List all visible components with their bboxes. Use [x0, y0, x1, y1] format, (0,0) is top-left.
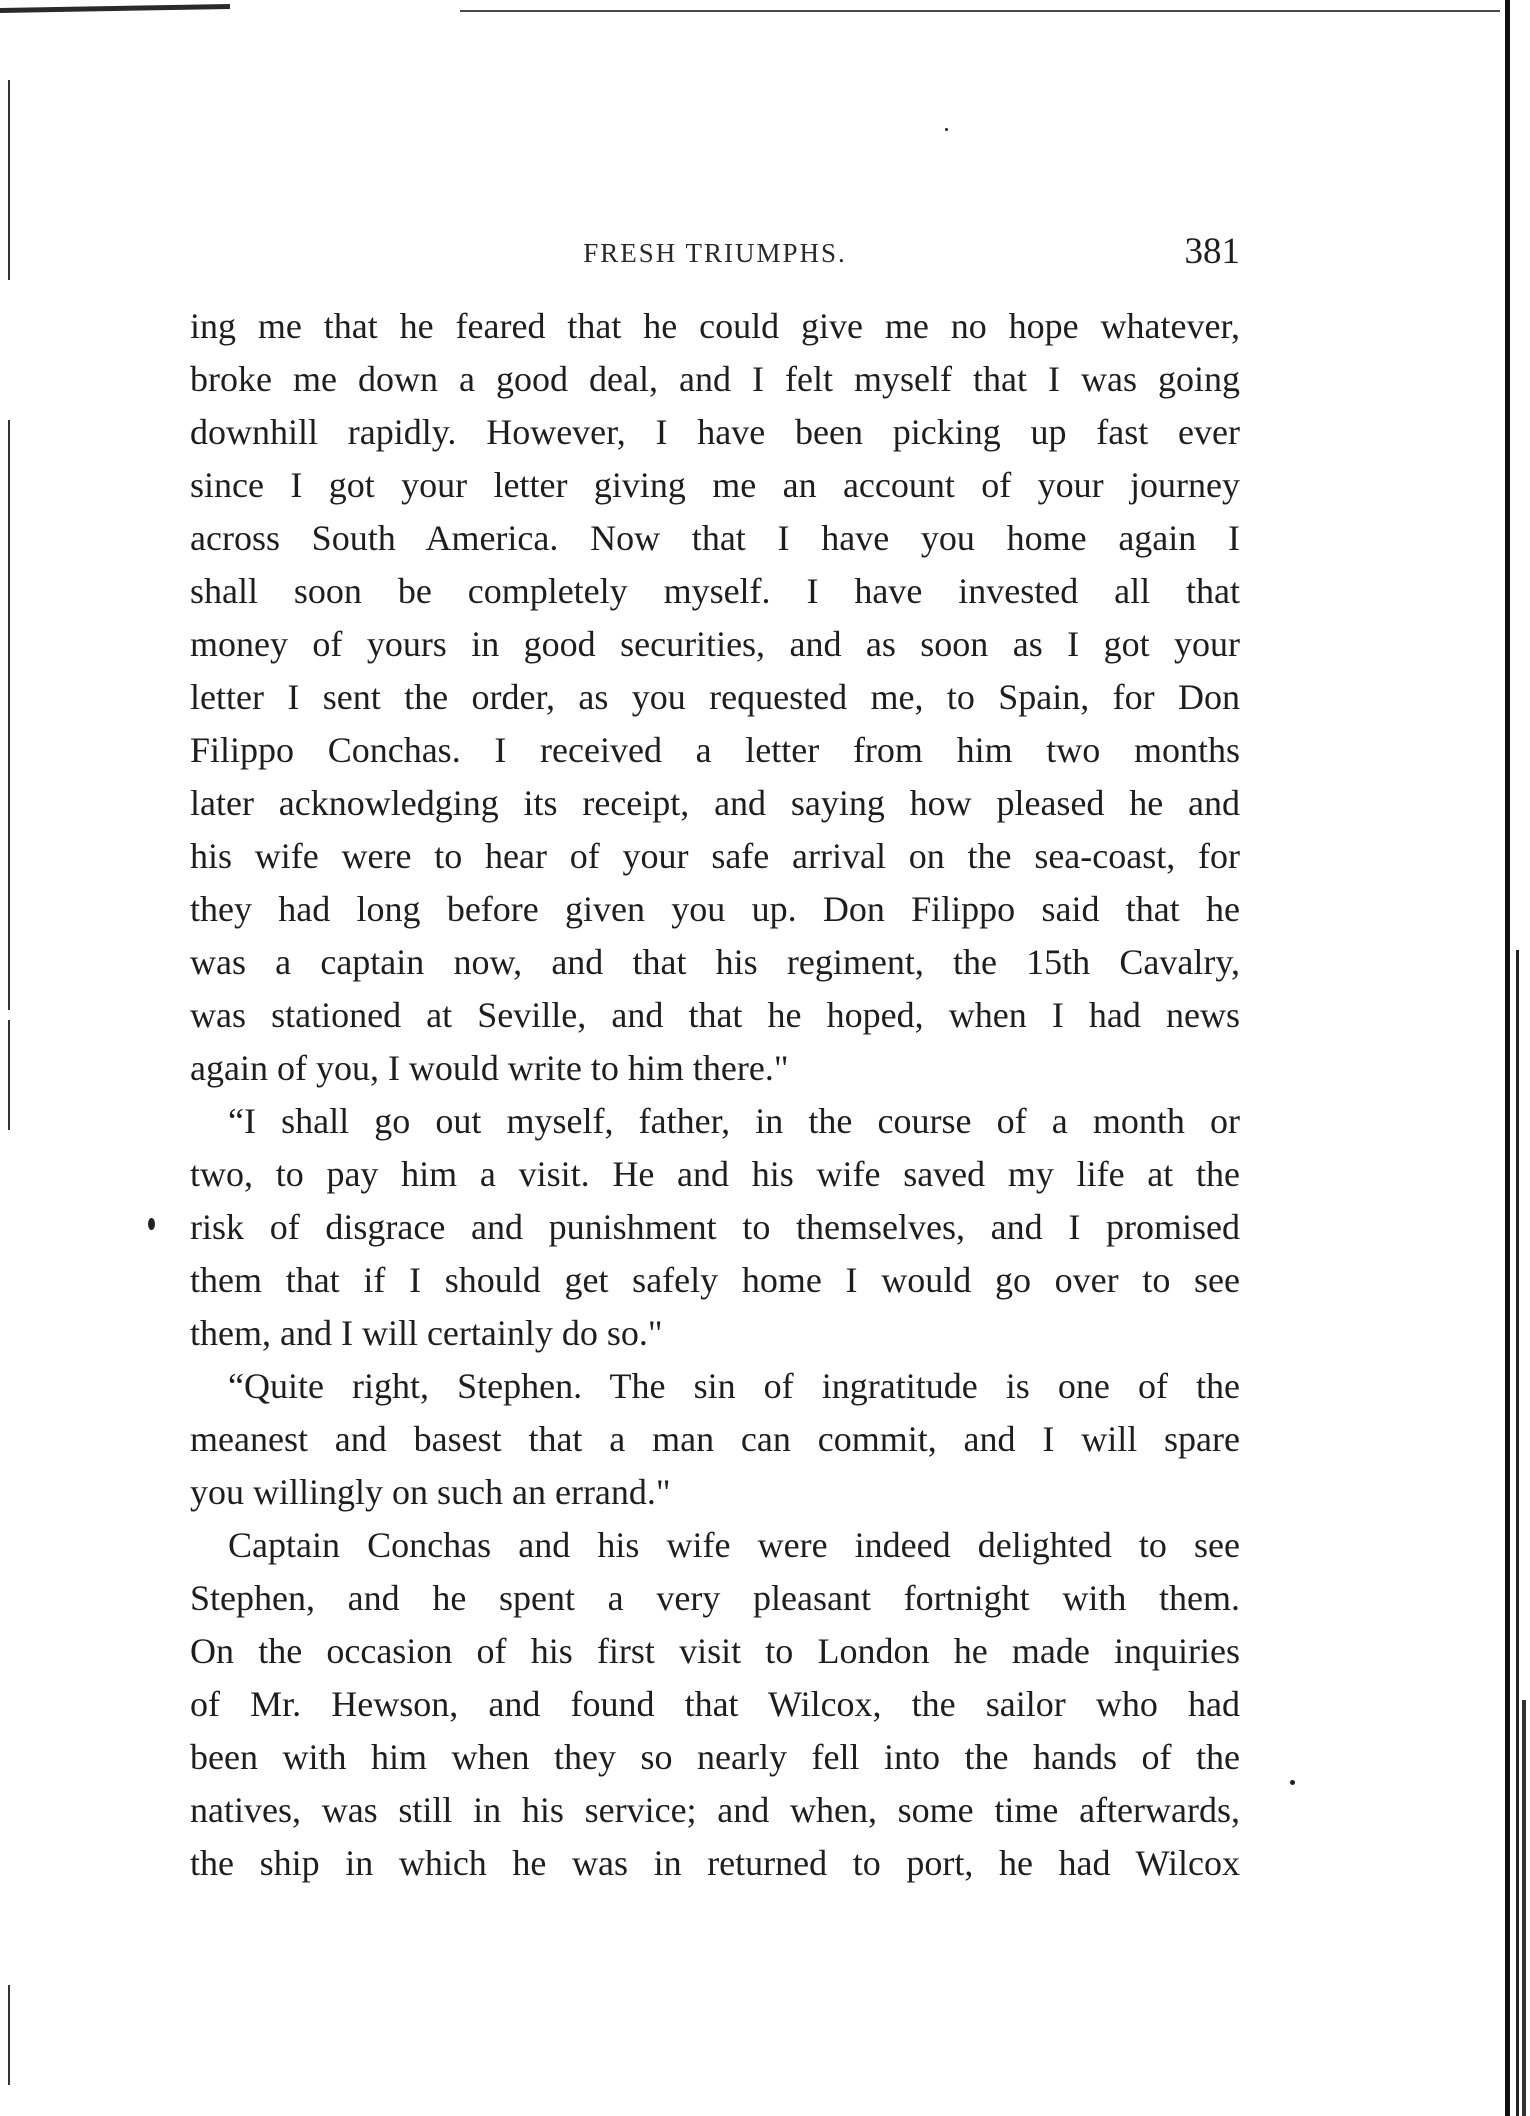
text-line: you willingly on such an errand."	[190, 1472, 671, 1512]
text-line: Filippo Conchas. I received a letter from him two months	[190, 730, 1240, 770]
text-line: Captain Conchas and his wife were indeed delighted to see	[228, 1525, 1240, 1565]
ink-spot	[1290, 1780, 1295, 1785]
text-line: Stephen, and he spent a very pleasant fortnight with them.	[190, 1578, 1240, 1618]
text-line: was a captain now, and that his regiment, the 15th Cavalry,	[190, 942, 1240, 982]
page-number: 381	[1184, 231, 1240, 272]
scan-edge-left	[8, 420, 10, 1010]
scan-edge-left	[8, 80, 10, 280]
text-line: was stationed at Seville, and that he hoped, when I had news	[190, 995, 1240, 1035]
running-head: FRESH TRIUMPHS.	[583, 238, 847, 268]
text-line: his wife were to hear of your safe arrival on the sea-coast, for	[190, 836, 1240, 876]
text-line: risk of disgrace and punishment to themselves, and I promised	[190, 1207, 1240, 1247]
text-line: them, and I will certainly do so."	[190, 1313, 663, 1353]
scan-edge-right	[1505, 0, 1510, 2116]
text-line: shall soon be completely myself. I have invested all that	[190, 571, 1240, 611]
scan-edge-right-inner	[1516, 950, 1519, 2116]
text-line: On the occasion of his first visit to London he made inquiries	[190, 1631, 1240, 1671]
text-line: them that if I should get safely home I would go over to see	[190, 1260, 1240, 1300]
page-header	[190, 230, 1240, 280]
body-text	[190, 300, 1240, 1890]
text-line: been with him when they so nearly fell into the hands of the	[190, 1737, 1240, 1777]
text-line: the ship in which he was in returned to port, he had Wilcox	[190, 1843, 1240, 1883]
text-line: natives, was still in his service; and when, some time afterwards,	[190, 1790, 1240, 1830]
text-line: again of you, I would write to him there."	[190, 1048, 789, 1088]
scan-edge-top-left	[0, 4, 230, 13]
text-line: across South America. Now that I have you home again I	[190, 518, 1240, 558]
text-line: ing me that he feared that he could give me no hope whatever,	[190, 306, 1240, 346]
text-line: money of yours in good securities, and as soon as I got your	[190, 624, 1240, 664]
ink-spot	[945, 128, 948, 131]
scan-edge-left	[8, 1985, 10, 2085]
text-line: meanest and basest that a man can commit, and I will spare	[190, 1419, 1240, 1459]
text-line: “I shall go out myself, father, in the course of a month or	[228, 1101, 1240, 1141]
text-line: letter I sent the order, as you requested me, to Spain, for Don	[190, 677, 1240, 717]
scan-edge-top-right	[460, 10, 1500, 12]
text-line: downhill rapidly. However, I have been picking up fast ever	[190, 412, 1240, 452]
ink-spot	[148, 1218, 155, 1230]
text-line: they had long before given you up. Don Filippo said that he	[190, 889, 1240, 929]
text-line: broke me down a good deal, and I felt myself that I was going	[190, 359, 1240, 399]
text-line: later acknowledging its receipt, and saying how pleased he and	[190, 783, 1240, 823]
text-line: since I got your letter giving me an account of your journey	[190, 465, 1240, 505]
scan-edge-right-inner-2	[1522, 1700, 1526, 2116]
text-line: “Quite right, Stephen. The sin of ingratitude is one of the	[228, 1366, 1240, 1406]
text-line: two, to pay him a visit. He and his wife saved my life at the	[190, 1154, 1240, 1194]
text-line: of Mr. Hewson, and found that Wilcox, the sailor who had	[190, 1684, 1240, 1724]
scan-edge-left	[8, 1020, 10, 1130]
